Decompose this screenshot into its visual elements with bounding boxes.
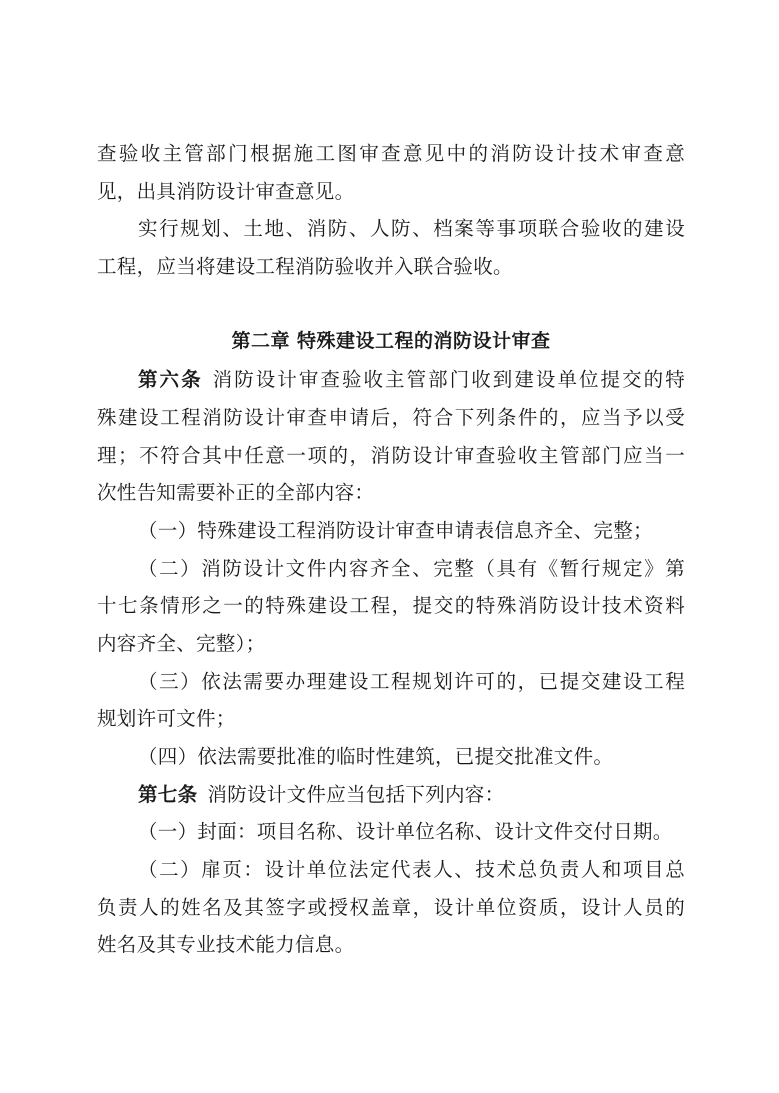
text-line [97, 776, 685, 814]
article-label: 第六条 [138, 368, 203, 392]
text-line: 理；不符合其中任意一项的，消防设计审查验收主管部门应当一 [97, 443, 685, 467]
paragraph-continuation [97, 135, 685, 210]
text-line: （一）封面：项目名称、设计单位名称、设计文件交付日期。 [138, 820, 673, 844]
list-item [97, 851, 685, 964]
article-text: 消防设计文件应当包括下列内容： [207, 782, 505, 806]
list-item [97, 512, 685, 550]
text-line: （二）扉页：设计单位法定代表人、技术总负责人和项目总 [138, 858, 685, 882]
text-line: 姓名及其专业技术能力信息。 [97, 933, 355, 957]
text-line: 十七条情形之一的特殊建设工程，提交的特殊消防设计技术资料 [97, 594, 685, 618]
text-line: 内容齐全、完整）； [97, 631, 266, 655]
text-line: 次性告知需要补正的全部内容： [97, 481, 375, 505]
text-line: 查验收主管部门根据施工图审查意见中的消防设计技术审查意 [97, 142, 685, 165]
text-line: 见，出具消防设计审查意见。 [97, 179, 355, 203]
text-line: 工程，应当将建设工程消防验收并入联合验收。 [97, 255, 513, 279]
text-line [97, 361, 685, 399]
list-item [97, 663, 685, 738]
text-line: 规划许可文件； [97, 707, 236, 731]
text-line: 殊建设工程消防设计审查申请后，符合下列条件的，应当予以受 [97, 405, 685, 429]
text-line: （二）消防设计文件内容齐全、完整（具有《暂行规定》第 [138, 556, 685, 580]
paragraph-joint-acceptance [97, 210, 685, 285]
document-page [97, 135, 685, 964]
text-line: （三）依法需要办理建设工程规划许可的，已提交建设工程 [138, 669, 685, 693]
spacer [97, 286, 685, 324]
text-line: （四）依法需要批准的临时性建筑，已提交批准文件。 [138, 745, 614, 768]
list-item [97, 738, 685, 776]
text-line: （一）特殊建设工程消防设计审查申请表信息齐全、完整； [138, 518, 653, 542]
article-text: 消防设计审查验收主管部门收到建设单位提交的特 [212, 368, 685, 392]
chapter-title: 第二章 特殊建设工程的消防设计审查 [231, 330, 551, 353]
text-line: 实行规划、土地、消防、人防、档案等事项联合验收的建设 [138, 217, 685, 241]
list-item [97, 813, 685, 851]
article-6 [97, 361, 685, 512]
article-label: 第七条 [138, 782, 198, 806]
list-item [97, 550, 685, 663]
text-line: 负责人的姓名及其签字或授权盖章，设计单位资质，设计人员的 [97, 895, 685, 919]
article-7 [97, 776, 685, 814]
